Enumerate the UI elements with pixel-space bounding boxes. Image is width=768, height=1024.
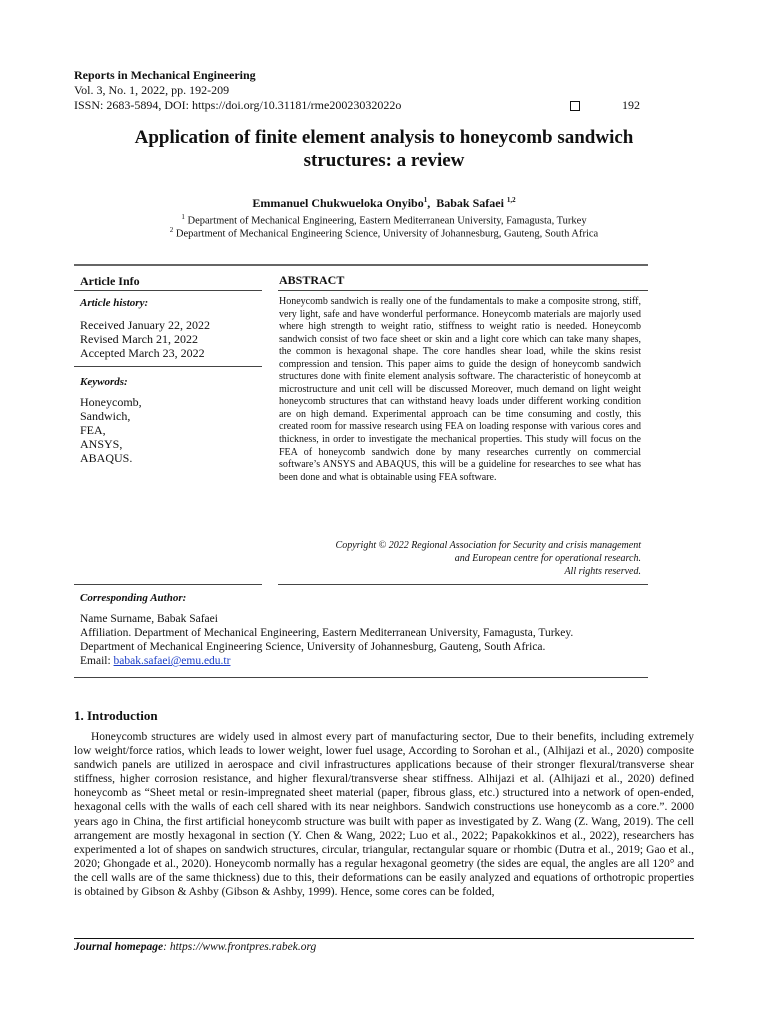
abstract-text: Honeycomb sandwich is really one of the fundamentals to make a composite strong, stiff, very light, safe and have wonderful performance. Honeycomb materials are majorly used where high strength to weight ratio, stiffness to weight ratio is needed. Honeycomb sandwich consist of two face sheet or skin and a light core which can take many shapes, the common is hexagonal shape. The core handles shear load, while the skins resist compression and tension. This paper aims to guide the design of honeycomb sandwich structures done with finite element analysis software. The characteristic of honeycomb at microstructure and unit cell will be discussed Moreover, much demand on light weight honeycomb structures that can withstand heavy loads under different working condition are on high demand. Experimental approach can be time consuming and costly, this created room for massive research using FEA on loading response with various cores and thickness, in order to investigate the mechanical properties. This study will focus on the FEA of honeycomb sandwich done by many researches currently on commercial software’s ANSYS and ABAQUS, this will be a guideline for researches to see what has been done and what is obtainable using FEA software.	[279, 296, 641, 483]
divider-abstract-bottom	[278, 584, 648, 585]
divider-corresponding-bottom	[74, 677, 648, 678]
email-link[interactable]: babak.safaei@emu.edu.tr	[113, 655, 231, 667]
corresponding-affil-2: Department of Mechanical Engineering Science, University of Johannesburg, Gauteng, South Africa.	[80, 641, 546, 653]
corresponding-name: Name Surname, Babak Safaei	[80, 613, 218, 625]
affiliation-1-mark: 1	[181, 213, 185, 221]
checkbox-square-icon	[570, 101, 580, 111]
author-1: Emmanuel Chukwueloka Onyibo	[252, 196, 424, 210]
volume-info: Vol. 3, No. 1, 2022, pp. 192-209	[74, 83, 230, 97]
history-received: Received January 22, 2022	[80, 318, 210, 332]
paper-title-line-2: structures: a review	[303, 150, 465, 171]
issn-row	[74, 98, 644, 113]
keyword: Sandwich,	[80, 409, 131, 423]
keyword: Honeycomb,	[80, 395, 142, 409]
divider-abstract-head	[278, 290, 648, 291]
paper-title	[74, 126, 694, 172]
article-info	[80, 274, 260, 289]
homepage-label: Journal homepage	[74, 941, 164, 953]
homepage-url[interactable]: : https://www.frontpres.rabek.org	[163, 941, 317, 953]
keywords-heading: Keywords:	[80, 376, 128, 388]
author-list: Emmanuel Chukwueloka Onyibo$^1$, Babak Safaei $^{1,2}$	[252, 196, 516, 210]
journal-name: Reports in Mechanical Engineering	[74, 68, 256, 82]
divider-top	[74, 264, 648, 266]
corresponding-heading: Corresponding Author:	[80, 592, 187, 604]
introduction-text: Honeycomb structures are widely used in almost every part of manufacturing sector, Due to their benefits, including extremely low weight/force ratios, which leads to lower weight, lower fuel usage, According to Sorohan et al., (Alhijazi et al., 2020) composite sandwich panels are utilized in aerospace and civil infrastructures applications because of their stronger flexural/transverse shear stiffness, higher corrosion resistance, and higher flexural/transverse shear stiffness. Alhijazi et al. (Alhijazi et al., 2020) defined honeycomb as “Sheet metal or resin-impregnated sheet material (paper, fibrous glass, etc.) structured into a network of open-ended, hexagonal cells with the walls of each cell shared with its near neighbors. Sandwich constructions use honeycomb as a core.”. 2000 years ago in China, the first artificial honeycomb structure was built with paper as investigated by Z. Wang (Z. Wang, 2019). The cell arrangement are mostly hexagonal in section (Y. Chen & Wang, 2022; Luo et al., 2022; Papakokkinos et al., 2022), researchers has experimented a lot of shapes on sandwich structures, circular, triangular, rectangular square or rhombic (Dutra et al., 2019; Gao et al., 2020; Ghongade et al., 2020). Honeycomb normally has a regular hexagonal geometry (the sides are equal, the angles are all 120° and the cell walls are of the same thickness) due to this, their deformations can be easily analyzed and equations of orthotropic properties is obtained by Gibson & Ashby (Gibson & Ashby, 1999). Hence, some cores can be folded,	[74, 731, 694, 899]
copyright-line-2: and European centre for operational research.	[454, 553, 641, 564]
issn-doi: ISSN: 2683-5894, DOI: https://doi.org/10.31181/rme20023032022o	[74, 98, 402, 112]
copyright-line-1: Copyright © 2022 Regional Association for Security and crisis management	[335, 540, 641, 551]
article-info-heading: Article Info	[80, 274, 140, 288]
divider-history	[74, 366, 262, 367]
copyright-notice	[279, 539, 641, 578]
author-2: Babak Safaei	[436, 196, 504, 210]
divider-keywords-bottom	[74, 584, 262, 585]
keyword: ANSYS,	[80, 437, 123, 451]
history-heading: Article history:	[80, 297, 149, 309]
affiliation-2	[74, 224, 694, 241]
journal-homepage	[74, 941, 316, 953]
corresponding-email-row	[80, 654, 660, 668]
page-number: 192	[622, 98, 640, 112]
abstract-heading: ABSTRACT	[279, 273, 345, 287]
article-history	[80, 296, 260, 360]
history-revised: Revised March 21, 2022	[80, 332, 198, 346]
copyright-line-3: All rights reserved.	[564, 566, 641, 577]
author-1-affil: 1	[423, 196, 428, 204]
corresponding-details	[80, 612, 660, 668]
email-label: Email:	[80, 655, 114, 667]
keyword: FEA,	[80, 423, 106, 437]
introduction-heading: 1. Introduction	[74, 708, 158, 723]
divider-info-head	[74, 290, 262, 291]
affiliation-1-text: Department of Mechanical Engineering, Eastern Mediterranean University, Famagusta, Turkey	[187, 215, 587, 227]
affiliation-2-text: Department of Mechanical Engineering Science, University of Johannesburg, Gauteng, South Africa	[175, 228, 599, 240]
keywords-block	[80, 375, 260, 465]
keyword: ABAQUS.	[80, 451, 133, 465]
author-2-affil: 1,2	[506, 196, 516, 204]
affiliation-2-mark: 2	[169, 226, 174, 234]
corresponding-affil-1: Affiliation. Department of Mechanical Engineering, Eastern Mediterranean University, Famagusta, Turkey.	[80, 627, 574, 639]
paper-title-line-1: Application of finite element analysis to honeycomb sandwich	[134, 127, 634, 148]
history-accepted: Accepted March 23, 2022	[80, 346, 205, 360]
running-header	[74, 68, 644, 113]
footer-divider	[74, 938, 694, 939]
